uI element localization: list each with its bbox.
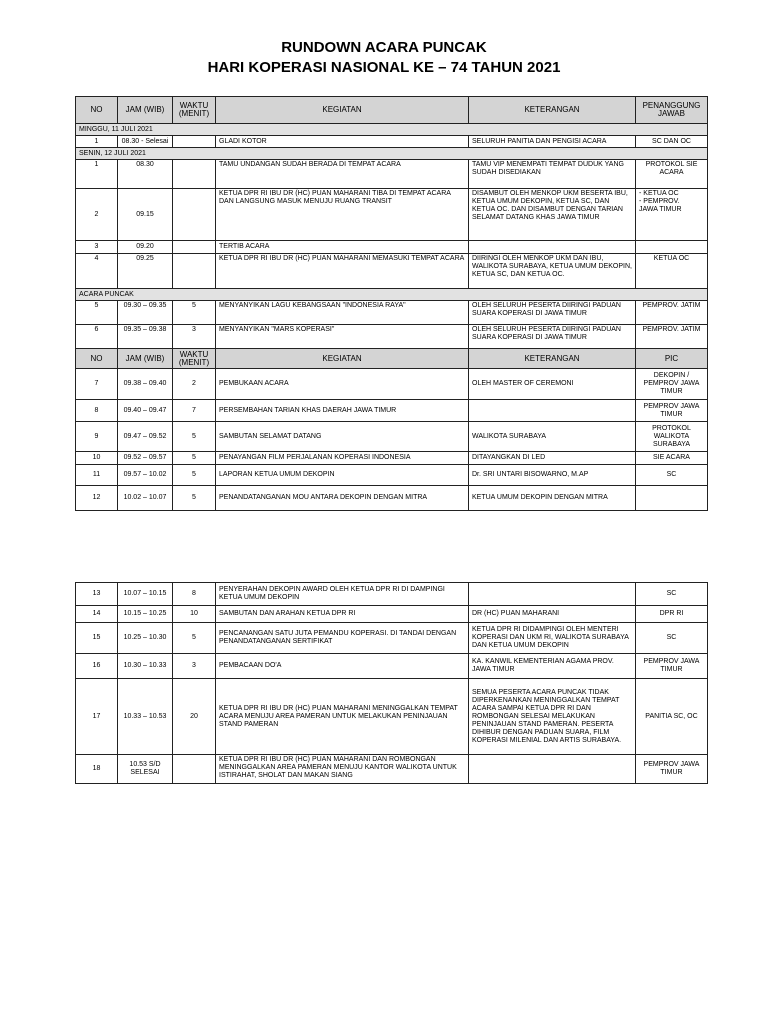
header-keterangan: KETERANGAN [469,97,636,124]
cell-pj: PEMPROV JAWA TIMUR [636,755,708,784]
cell-waktu [173,136,216,148]
cell-keterangan: OLEH SELURUH PESERTA DIIRINGI PADUAN SUARA KOPERASI DI JAWA TIMUR [469,301,636,325]
cell-waktu: 7 [173,400,216,422]
cell-no: 3 [76,241,118,254]
rundown-table-page-1 [75,96,708,511]
cell-keterangan [469,400,636,422]
cell-no: 8 [76,400,118,422]
cell-waktu: 20 [173,679,216,755]
cell-no: 14 [76,606,118,623]
cell-jam: 09.30 – 09.35 [118,301,173,325]
cell-no: 16 [76,654,118,679]
cell-pj: PROTOKOL SIE ACARA [636,160,708,189]
table-row [76,189,708,241]
cell-kegiatan: SAMBUTAN SELAMAT DATANG [216,422,469,452]
cell-pj [636,241,708,254]
cell-kegiatan: PENCANANGAN SATU JUTA PEMANDU KOPERASI. DI TANDAI DENGAN PENANDATANGANAN SERTIFIKAT [216,623,469,654]
section-row [76,124,708,136]
cell-waktu: 10 [173,606,216,623]
cell-no: 1 [76,160,118,189]
cell-keterangan: DISAMBUT OLEH MENKOP UKM BESERTA IBU, KETUA UMUM DEKOPIN, KETUA SC, DAN KETUA OC. DAN DISAMBUT DENGAN TARIAN SELAMAT DATANG KHAS JAWA TIMUR [469,189,636,241]
cell-keterangan: SELURUH PANITIA DAN PENGISI ACARA [469,136,636,148]
cell-kegiatan: PENYERAHAN DEKOPIN AWARD OLEH KETUA DPR RI DI DAMPINGI KETUA UMUM DEKOPIN [216,583,469,606]
cell-waktu [173,755,216,784]
cell-jam: 08.30 - Selesai [118,136,173,148]
cell-jam: 08.30 [118,160,173,189]
cell-kegiatan: PENAYANGAN FILM PERJALANAN KOPERASI INDONESIA [216,452,469,465]
table-row [76,136,708,148]
cell-keterangan: OLEH MASTER OF CEREMONI [469,369,636,400]
cell-keterangan [469,241,636,254]
cell-jam: 09.35 – 09.38 [118,325,173,349]
cell-pj: SIE ACARA [636,452,708,465]
header-keterangan: KETERANGAN [469,349,636,369]
cell-kegiatan: MENYANYIKAN LAGU KEBANGSAAN "INDONESIA RAYA" [216,301,469,325]
cell-kegiatan: PEMBACAAN DO'A [216,654,469,679]
cell-jam: 09.38 – 09.40 [118,369,173,400]
document-title: RUNDOWN ACARA PUNCAK [281,39,487,56]
cell-pj [636,486,708,511]
table-row [76,254,708,289]
cell-keterangan [469,755,636,784]
table-row [76,623,708,654]
cell-no: 7 [76,369,118,400]
section-label: SENIN, 12 JULI 2021 [76,148,708,160]
cell-kegiatan: KETUA DPR RI IBU DR (HC) PUAN MAHARANI TIBA DI TEMPAT ACARA DAN LANGSUNG MASUK MENUJU RUANG TRANSIT [216,189,469,241]
header-waktu: WAKTU (MENIT) [173,97,216,124]
cell-waktu: 5 [173,422,216,452]
table-row [76,452,708,465]
cell-no: 9 [76,422,118,452]
cell-kegiatan: LAPORAN KETUA UMUM DEKOPIN [216,465,469,486]
table-row [76,486,708,511]
table-row [76,400,708,422]
cell-kegiatan: TERTIB ACARA [216,241,469,254]
cell-jam: 09.25 [118,254,173,289]
cell-pj: PANITIA SC, OC [636,679,708,755]
cell-jam: 09.20 [118,241,173,254]
cell-jam: 09.15 [118,189,173,241]
table-row [76,583,708,606]
cell-waktu [173,160,216,189]
cell-keterangan: TAMU VIP MENEMPATI TEMPAT DUDUK YANG SUDAH DISEDIAKAN [469,160,636,189]
cell-kegiatan: SAMBUTAN DAN ARAHAN KETUA DPR RI [216,606,469,623]
header-no: NO [76,97,118,124]
table-row [76,241,708,254]
cell-pj: PEMPROV. JATIM [636,301,708,325]
cell-pj: KETUA OC [636,254,708,289]
cell-waktu [173,189,216,241]
table-row [76,160,708,189]
table-row [76,606,708,623]
cell-pj: PROTOKOL WALIKOTA SURABAYA [636,422,708,452]
cell-pj: SC [636,465,708,486]
cell-no: 11 [76,465,118,486]
cell-no: 15 [76,623,118,654]
cell-no: 12 [76,486,118,511]
cell-waktu: 3 [173,654,216,679]
cell-keterangan [469,583,636,606]
rundown-table-page-2 [75,582,708,784]
cell-keterangan: SEMUA PESERTA ACARA PUNCAK TIDAK DIPERKENANKAN MENINGGALKAN TEMPAT ACARA SAMPAI KETUA DPR RI DAN ROMBONGAN SELESAI MELAKUKAN PENINJAUAN STAND PAMERAN. PESERTA DIHIBUR DENGAN PADUAN SUARA, FILM KOPERASI MILENIAL DAN ARTIS SURABAYA. [469,679,636,755]
cell-no: 1 [76,136,118,148]
table-row [76,755,708,784]
cell-no: 2 [76,189,118,241]
cell-kegiatan: GLADI KOTOR [216,136,469,148]
cell-jam: 10.53 S/D SELESAI [118,755,173,784]
cell-jam: 09.47 – 09.52 [118,422,173,452]
cell-waktu: 5 [173,301,216,325]
cell-no: 13 [76,583,118,606]
cell-pj: PEMPROV. JATIM [636,325,708,349]
cell-no: 4 [76,254,118,289]
cell-jam: 10.15 – 10.25 [118,606,173,623]
cell-jam: 09.40 – 09.47 [118,400,173,422]
cell-waktu: 5 [173,623,216,654]
cell-pj: PEMPROV JAWA TIMUR [636,400,708,422]
header-no: NO [76,349,118,369]
cell-kegiatan: PEMBUKAAN ACARA [216,369,469,400]
table-row [76,369,708,400]
cell-pj: SC DAN OC [636,136,708,148]
table-row [76,679,708,755]
cell-keterangan: Dr. SRI UNTARI BISOWARNO, M.AP [469,465,636,486]
cell-keterangan: KA. KANWIL KEMENTERIAN AGAMA PROV. JAWA TIMUR [469,654,636,679]
cell-jam: 10.07 – 10.15 [118,583,173,606]
table-row [76,301,708,325]
table-header [76,97,708,124]
cell-jam: 10.33 – 10.53 [118,679,173,755]
cell-waktu: 2 [173,369,216,400]
cell-pj: PEMPROV JAWA TIMUR [636,654,708,679]
cell-no: 17 [76,679,118,755]
cell-no: 18 [76,755,118,784]
header-waktu: WAKTU (MENIT) [173,349,216,369]
cell-kegiatan: PERSEMBAHAN TARIAN KHAS DAERAH JAWA TIMUR [216,400,469,422]
cell-pj: SC [636,583,708,606]
cell-jam: 10.02 – 10.07 [118,486,173,511]
cell-waktu: 5 [173,465,216,486]
header-jam: JAM (WIB) [118,349,173,369]
header-kegiatan: KEGIATAN [216,349,469,369]
cell-waktu [173,254,216,289]
table-row [76,325,708,349]
cell-keterangan: WALIKOTA SURABAYA [469,422,636,452]
cell-kegiatan: KETUA DPR RI IBU DR (HC) PUAN MAHARANI MEMASUKI TEMPAT ACARA [216,254,469,289]
cell-kegiatan: KETUA DPR RI IBU DR (HC) PUAN MAHARANI MENINGGALKAN TEMPAT ACARA MENUJU AREA PAMERAN UNTUK MELAKUKAN PENINJAUAN STAND PAMERAN [216,679,469,755]
cell-pj: - KETUA OC - PEMPROV. JAWA TIMUR [636,189,708,241]
section-row [76,148,708,160]
header-kegiatan: KEGIATAN [216,97,469,124]
cell-waktu [173,241,216,254]
cell-jam: 10.30 – 10.33 [118,654,173,679]
cell-kegiatan: KETUA DPR RI IBU DR (HC) PUAN MAHARANI DAN ROMBONGAN MENINGGALKAN AREA PAMERAN MENUJU KANTOR WALIKOTA UNTUK ISTIRAHAT, SHOLAT DAN MAKAN SIANG [216,755,469,784]
cell-kegiatan: PENANDATANGANAN MOU ANTARA DEKOPIN DENGAN MITRA [216,486,469,511]
table-row [76,422,708,452]
cell-keterangan: DITAYANGKAN DI LED [469,452,636,465]
table-row [76,465,708,486]
cell-keterangan: KETUA UMUM DEKOPIN DENGAN MITRA [469,486,636,511]
table-header [76,349,708,369]
document-subtitle: HARI KOPERASI NASIONAL KE – 74 TAHUN 2021 [207,59,561,76]
section-row [76,289,708,301]
cell-waktu: 5 [173,452,216,465]
cell-keterangan: DIIRINGI OLEH MENKOP UKM DAN IBU, WALIKOTA SURABAYA, KETUA UMUM DEKOPIN, KETUA SC, DAN KETUA OC. [469,254,636,289]
cell-pj: SC [636,623,708,654]
cell-keterangan: OLEH SELURUH PESERTA DIIRINGI PADUAN SUARA KOPERASI DI JAWA TIMUR [469,325,636,349]
cell-waktu: 3 [173,325,216,349]
header-penanggung-jawab: PENANGGUNG JAWAB [636,97,708,124]
cell-jam: 09.57 – 10.02 [118,465,173,486]
cell-kegiatan: TAMU UNDANGAN SUDAH BERADA DI TEMPAT ACARA [216,160,469,189]
cell-pj: DEKOPIN / PEMPROV JAWA TIMUR [636,369,708,400]
header-jam: JAM (WIB) [118,97,173,124]
cell-keterangan: KETUA DPR RI DIDAMPINGI OLEH MENTERI KOPERASI DAN UKM RI, WALIKOTA SURABAYA DAN KETUA UMUM DEKOPIN [469,623,636,654]
cell-waktu: 8 [173,583,216,606]
cell-jam: 10.25 – 10.30 [118,623,173,654]
cell-jam: 09.52 – 09.57 [118,452,173,465]
cell-kegiatan: MENYANYIKAN "MARS KOPERASI" [216,325,469,349]
cell-keterangan: DR (HC) PUAN MAHARANI [469,606,636,623]
cell-no: 5 [76,301,118,325]
table-row [76,654,708,679]
cell-pj: DPR RI [636,606,708,623]
cell-no: 10 [76,452,118,465]
section-label: ACARA PUNCAK [76,289,708,301]
cell-no: 6 [76,325,118,349]
section-label: MINGGU, 11 JULI 2021 [76,124,708,136]
header-pic: PIC [636,349,708,369]
cell-waktu: 5 [173,486,216,511]
